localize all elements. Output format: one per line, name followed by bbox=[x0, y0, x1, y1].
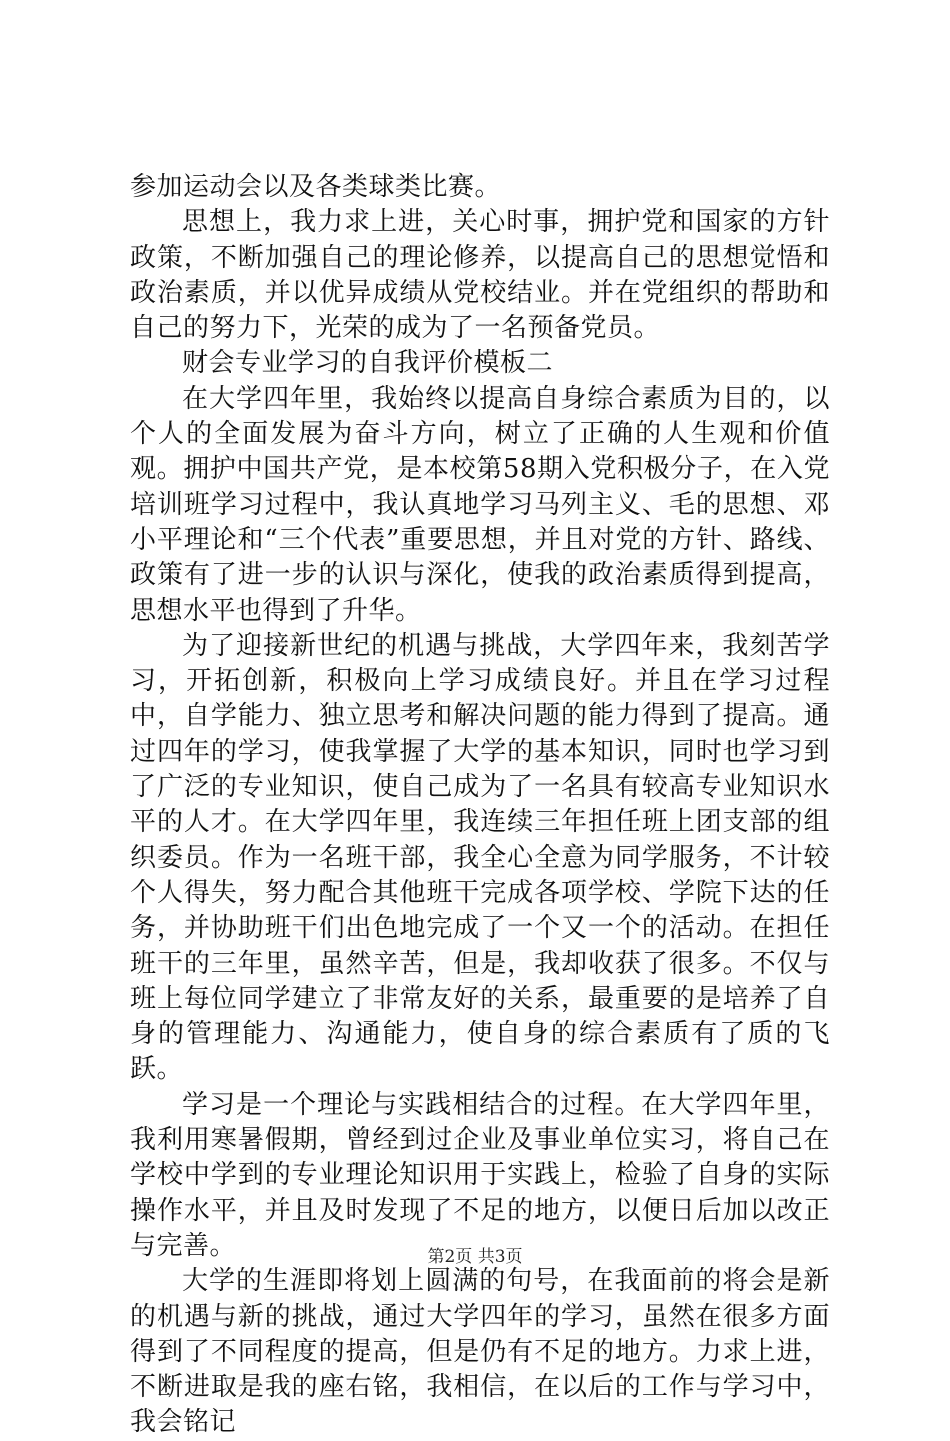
paragraph-2: 思想上，我力求上进，关心时事，拥护党和国家的方针政策，不断加强自己的理论修养，以提高自己的思想觉悟和政治素质，并以优异成绩从党校结业。并在党组织的帮助和自己的努力下，光荣的成为了一名预备党员。 bbox=[130, 207, 830, 344]
paragraph-1: 参加运动会以及各类球类比赛。 bbox=[130, 172, 502, 202]
section-heading: 财会专业学习的自我评价模板二 bbox=[182, 348, 554, 379]
paragraph-4: 在大学四年里，我始终以提高自身综合素质为目的，以个人的全面发展为奋斗方向，树立了正确的人生观和价值观。拥护中国共产党，是本校第58期入党积极分子，在入党培训班学习过程中，我认真地学习马列主义、毛的思想、邓小平理论和“三个代表”重要思想，并且对党的方针、路线、政策有了进一步的认识与深化，使我的政治素质得到提高，思想水平也得到了升华。 bbox=[130, 383, 830, 626]
paragraph-6: 学习是一个理论与实践相结合的过程。在大学四年里，我利用寒暑假期，曾经到过企业及事业单位实习，将自己在学校中学到的专业理论知识用于实践上，检验了自身的实际操作水平，并且及时发现了不足的地方，以便日后加以改正与完善。 bbox=[130, 1089, 830, 1261]
paragraph-5: 为了迎接新世纪的机遇与挑战，大学四年来，我刻苦学习，开拓创新，积极向上学习成绩良好。并且在学习过程中，自学能力、独立思考和解决问题的能力得到了提高。通过四年的学习，使我掌握了大学的基本知识，同时也学习到了广泛的专业知识，使自己成为了一名具有较高专业知识水平的人才。在大学四年里，我连续三年担任班上团支部的组织委员。作为一名班干部，我全心全意为同学服务，不计较个人得失，努力配合其他班干完成各项学校、学院下达的任务，并协助班干们出色地完成了一个又一个的活动。在担任班干的三年里，虽然辛苦，但是，我却收获了很多。不仅与班上每位同学建立了非常友好的关系，最重要的是培养了自身的管理能力、沟通能力，使自身的综合素质有了质的飞跃。 bbox=[130, 630, 830, 1085]
paragraph-7: 大学的生涯即将划上圆满的句号，在我面前的将会是新的机遇与新的挑战，通过大学四年的学习，虽然在很多方面得到了不同程度的提高，但是仍有不足的地方。力求上进，不断进取是我的座右铭，我相信，在以后的工作与学习中，我会铭记 bbox=[130, 1266, 830, 1438]
page-footer: 第2页 共3页 bbox=[427, 1247, 523, 1267]
